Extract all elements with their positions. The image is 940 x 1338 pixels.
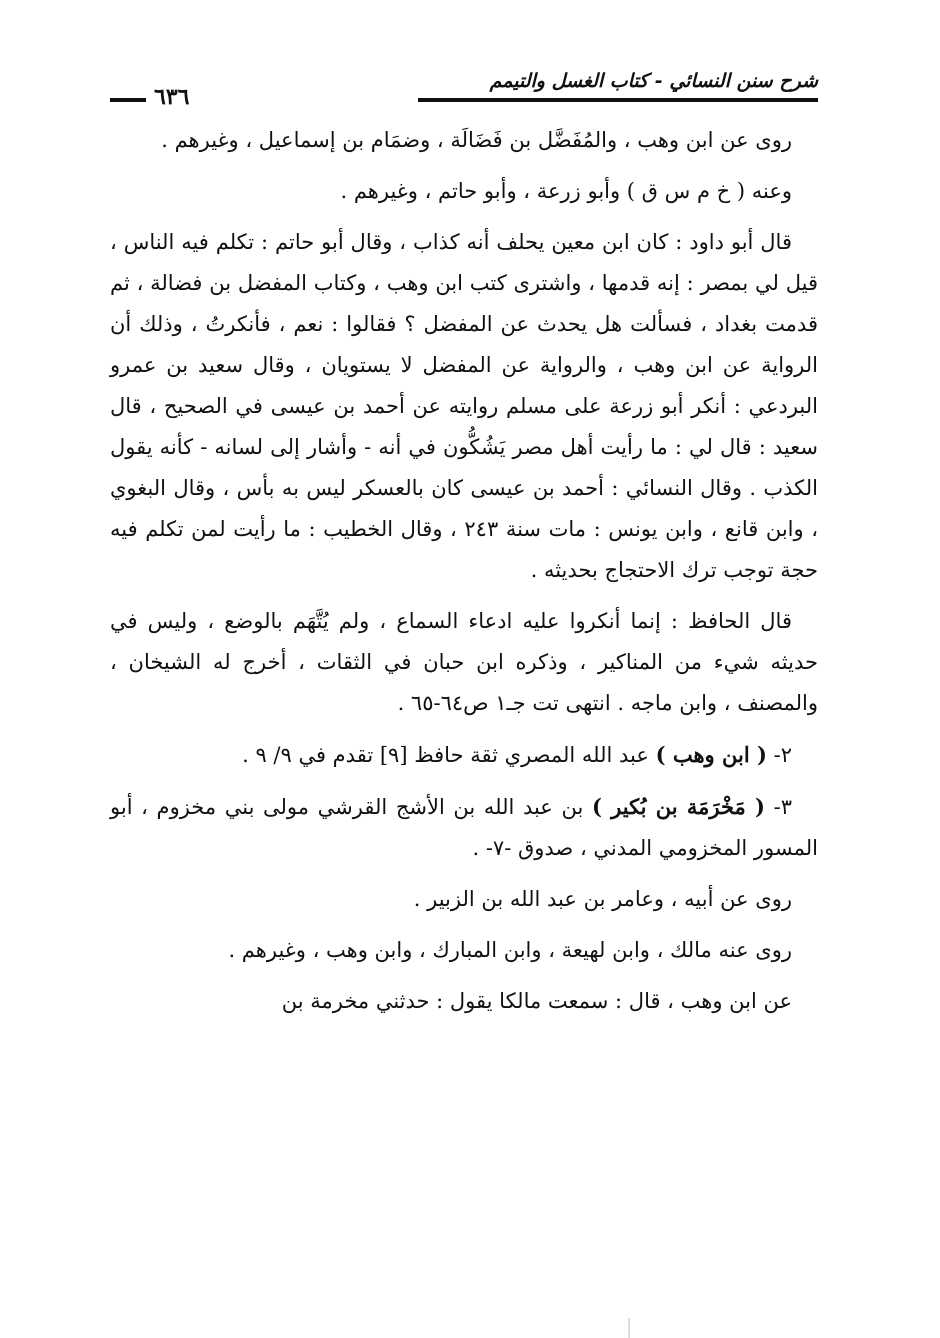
- entry-name: ( ابن وهب ): [655, 742, 767, 767]
- page-body: [110, 120, 818, 1022]
- paragraph-narrated-from: روى عن ابن وهب ، والمُفَضَّل بن فَضَالَة ، وضمَام بن إسماعيل ، وغيرهم .: [161, 128, 792, 152]
- header-rule-right: [418, 98, 818, 102]
- entry-makhrama: [110, 786, 818, 869]
- paragraph-narrators: وعنه ( خ م س ق ) وأبو زرعة ، وأبو حاتم ، وغيرهم .: [340, 179, 792, 203]
- page-number: ٦٣٦: [154, 84, 190, 110]
- paragraph-hafiz-note: قال الحافظ : إنما أنكروا عليه ادعاء السماع ، ولم يُتَّهَم بالوضع ، وليس في حديثه شيء من المناكير ، وذكره ابن حبان في الثقات ، أخرج له الشيخان ، والمصنف ، وابن ماجه . انتهى تت جـ١ ص٦٤-٦٥ .: [110, 609, 818, 715]
- entry-number: ٢-: [773, 743, 792, 767]
- entry-name: ( مَخْرَمَة بن بُكير ): [591, 794, 765, 819]
- running-title: شرح سنن النسائي - كتاب الغسل والتيمم: [489, 70, 818, 92]
- header-rule-left: [110, 98, 146, 102]
- entry-text: عبد الله المصري ثقة حافظ [٩] تقدم في ٩/ ٩ .: [242, 743, 649, 767]
- paragraph-criticism: قال أبو داود : كان ابن معين يحلف أنه كذاب ، وقال أبو حاتم : تكلم فيه الناس ، قيل لي بمصر : إنه قدمها ، واشترى كتب ابن وهب ، وكتاب المفضل بن فضالة ، ثم قدمت بغداد ، فسألت هل يحدث عن المفضل ؟ فقالوا : نعم ، فأنكرتُ ، وذلك أن الرواية عن ابن وهب ، والرواية عن المفضل لا يستويان ، وقال سعيد بن عمرو البردعي : أنكر أبو زرعة على مسلم روايته عن أحمد بن عيسى في الصحيح ، قال سعيد : قال لي : ما رأيت أهل مصر يَشُكُّون في أنه - وأشار إلى لسانه - كأنه يقول الكذب . وقال النسائي : أحمد بن عيسى كان بالعسكر ليس به بأس ، وقال البغوي ، وابن قانع ، وابن يونس : مات سنة ٢٤٣ ، وقال الخطيب : ما رأيت لمن تكلم فيه حجة توجب ترك الاحتجاج بحديثه .: [110, 230, 818, 582]
- paragraph-narrated-from-father: روى عن أبيه ، وعامر بن عبد الله بن الزبير .: [413, 887, 792, 911]
- entry-number: ٣-: [773, 795, 793, 819]
- paragraph-quote-start: عن ابن وهب ، قال : سمعت مالكا يقول : حدثني مخرمة بن: [281, 989, 792, 1013]
- entry-ibn-wahb: [110, 734, 818, 776]
- page-header: [110, 70, 818, 110]
- entry-text: بن عبد الله بن الأشج القرشي مولى بني مخزوم ، أبو المسور المخزومي المدني ، صدوق -٧- .: [110, 795, 818, 860]
- scan-fold-mark: [628, 1318, 630, 1338]
- paragraph-narrated-by: روى عنه مالك ، وابن لهيعة ، وابن المبارك ، وابن وهب ، وغيرهم .: [228, 938, 792, 962]
